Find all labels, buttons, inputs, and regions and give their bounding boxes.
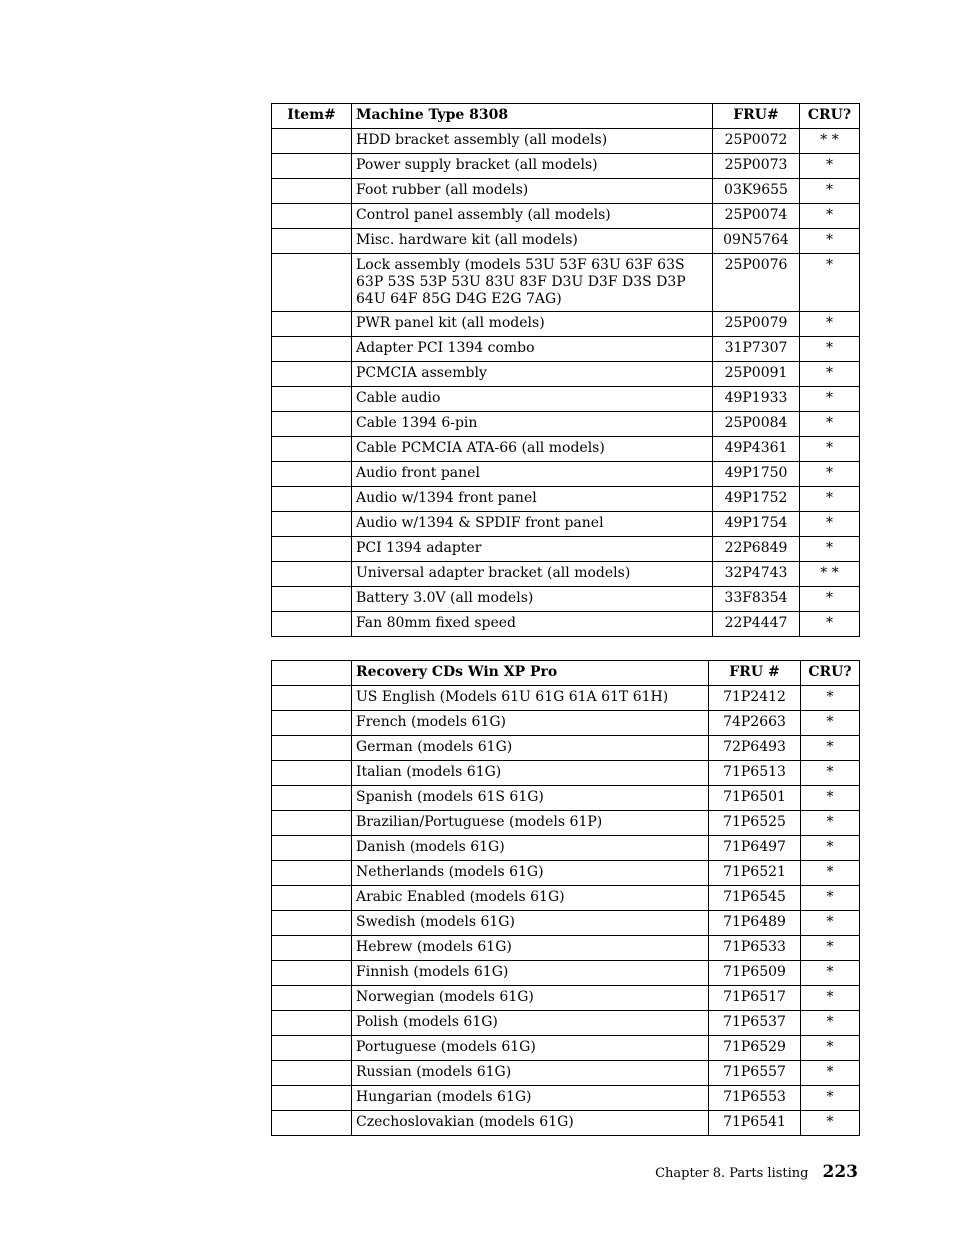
cru-cell: * — [801, 986, 860, 1011]
item-cell — [272, 1011, 352, 1036]
description-cell: Cable 1394 6-pin — [352, 412, 713, 437]
table-row — [272, 179, 860, 204]
cru-cell: * — [800, 179, 860, 204]
item-cell — [272, 462, 352, 487]
description-cell: Adapter PCI 1394 combo — [352, 337, 713, 362]
cru-cell: * — [801, 836, 860, 861]
description-cell: Spanish (models 61S 61G) — [352, 786, 709, 811]
table-row — [272, 587, 860, 612]
cru-cell: * — [801, 1061, 860, 1086]
item-cell — [272, 537, 352, 562]
item-cell — [272, 204, 352, 229]
item-cell — [272, 129, 352, 154]
item-cell — [272, 512, 352, 537]
item-cell — [272, 936, 352, 961]
fru-cell: 71P6557 — [709, 1061, 801, 1086]
item-cell — [272, 154, 352, 179]
item-cell — [272, 487, 352, 512]
description-cell: PCMCIA assembly — [352, 362, 713, 387]
table-row — [272, 462, 860, 487]
cru-cell: * — [801, 761, 860, 786]
table-row — [272, 861, 860, 886]
table-row — [272, 711, 860, 736]
header-item: Item# — [272, 104, 352, 129]
fru-cell: 09N5764 — [713, 229, 800, 254]
fru-cell: 71P6497 — [709, 836, 801, 861]
item-cell — [272, 1111, 352, 1136]
cru-cell: * — [800, 462, 860, 487]
table-row — [272, 312, 860, 337]
header-description: Recovery CDs Win XP Pro — [352, 661, 709, 686]
table-row — [272, 1011, 860, 1036]
table-row — [272, 387, 860, 412]
cru-cell: * — [801, 1111, 860, 1136]
table-row — [272, 512, 860, 537]
cru-cell: * — [801, 961, 860, 986]
fru-cell: 49P1750 — [713, 462, 800, 487]
fru-cell: 71P6541 — [709, 1111, 801, 1136]
cru-cell: * — [800, 337, 860, 362]
item-cell — [272, 362, 352, 387]
description-cell: Hungarian (models 61G) — [352, 1086, 709, 1111]
fru-cell: 22P4447 — [713, 612, 800, 637]
fru-cell: 71P6509 — [709, 961, 801, 986]
table-row — [272, 1036, 860, 1061]
item-cell — [272, 861, 352, 886]
cru-cell: * — [800, 312, 860, 337]
description-cell: Polish (models 61G) — [352, 1011, 709, 1036]
parts-table-machine-type — [271, 103, 860, 637]
table-row — [272, 337, 860, 362]
cru-cell: * * — [800, 562, 860, 587]
item-cell — [272, 736, 352, 761]
cru-cell: * — [800, 487, 860, 512]
fru-cell: 71P6533 — [709, 936, 801, 961]
description-cell: Misc. hardware kit (all models) — [352, 229, 713, 254]
description-cell: Brazilian/Portuguese (models 61P) — [352, 811, 709, 836]
table-row — [272, 811, 860, 836]
description-cell: Battery 3.0V (all models) — [352, 587, 713, 612]
description-cell: Cable PCMCIA ATA-66 (all models) — [352, 437, 713, 462]
fru-cell: 49P1933 — [713, 387, 800, 412]
item-cell — [272, 612, 352, 637]
table-row — [272, 1086, 860, 1111]
fru-cell: 49P1754 — [713, 512, 800, 537]
cru-cell: * — [801, 1036, 860, 1061]
fru-cell: 71P6545 — [709, 886, 801, 911]
page-footer — [655, 1162, 858, 1182]
fru-cell: 25P0084 — [713, 412, 800, 437]
description-cell: Fan 80mm fixed speed — [352, 612, 713, 637]
description-cell: Cable audio — [352, 387, 713, 412]
description-cell: Audio w/1394 front panel — [352, 487, 713, 512]
table-row — [272, 836, 860, 861]
table-header-row — [272, 104, 860, 129]
table-row — [272, 362, 860, 387]
cru-cell: * — [801, 911, 860, 936]
table-row — [272, 154, 860, 179]
chapter-title: Chapter 8. Parts listing — [655, 1166, 809, 1181]
cru-cell: * — [800, 362, 860, 387]
cru-cell: * — [801, 811, 860, 836]
cru-cell: * — [800, 612, 860, 637]
item-cell — [272, 911, 352, 936]
table-row — [272, 254, 860, 312]
item-cell — [272, 711, 352, 736]
fru-cell: 03K9655 — [713, 179, 800, 204]
fru-cell: 71P6501 — [709, 786, 801, 811]
table-row — [272, 1111, 860, 1136]
cru-cell: * — [801, 1011, 860, 1036]
description-cell: French (models 61G) — [352, 711, 709, 736]
table-row — [272, 911, 860, 936]
fru-cell: 31P7307 — [713, 337, 800, 362]
description-cell: HDD bracket assembly (all models) — [352, 129, 713, 154]
cru-cell: * — [801, 936, 860, 961]
description-cell: Arabic Enabled (models 61G) — [352, 886, 709, 911]
item-cell — [272, 254, 352, 312]
fru-cell: 71P6489 — [709, 911, 801, 936]
table-row — [272, 412, 860, 437]
item-cell — [272, 229, 352, 254]
description-cell: Audio front panel — [352, 462, 713, 487]
header-fru: FRU # — [709, 661, 801, 686]
fru-cell: 25P0091 — [713, 362, 800, 387]
item-cell — [272, 412, 352, 437]
item-cell — [272, 337, 352, 362]
cru-cell: * — [801, 886, 860, 911]
table-row — [272, 936, 860, 961]
fru-cell: 33F8354 — [713, 587, 800, 612]
fru-cell: 25P0072 — [713, 129, 800, 154]
fru-cell: 71P6529 — [709, 1036, 801, 1061]
table-row — [272, 129, 860, 154]
description-cell: Universal adapter bracket (all models) — [352, 562, 713, 587]
description-cell: Norwegian (models 61G) — [352, 986, 709, 1011]
description-cell: Italian (models 61G) — [352, 761, 709, 786]
header-description: Machine Type 8308 — [352, 104, 713, 129]
table-row — [272, 886, 860, 911]
description-cell: PWR panel kit (all models) — [352, 312, 713, 337]
item-cell — [272, 1036, 352, 1061]
fru-cell: 49P1752 — [713, 487, 800, 512]
cru-cell: * — [801, 686, 860, 711]
cru-cell: * — [801, 711, 860, 736]
fru-cell: 74P2663 — [709, 711, 801, 736]
header-cru: CRU? — [800, 104, 860, 129]
page-number: 223 — [822, 1162, 858, 1182]
cru-cell: * — [801, 861, 860, 886]
item-cell — [272, 562, 352, 587]
fru-cell: 71P6517 — [709, 986, 801, 1011]
description-cell: Hebrew (models 61G) — [352, 936, 709, 961]
fru-cell: 22P6849 — [713, 537, 800, 562]
header-fru: FRU# — [713, 104, 800, 129]
fru-cell: 25P0076 — [713, 254, 800, 312]
fru-cell: 25P0079 — [713, 312, 800, 337]
item-cell — [272, 437, 352, 462]
description-cell: Audio w/1394 & SPDIF front panel — [352, 512, 713, 537]
fru-cell: 25P0074 — [713, 204, 800, 229]
item-cell — [272, 312, 352, 337]
table-row — [272, 487, 860, 512]
item-cell — [272, 986, 352, 1011]
cru-cell: * — [801, 736, 860, 761]
description-cell: Lock assembly (models 53U 53F 63U 63F 63S 63P 53S 53P 53U 83U 83F D3U D3F D3S D3P 64U 64F 85G D4G E2G 7AG) — [352, 254, 713, 312]
fru-cell: 72P6493 — [709, 736, 801, 761]
description-cell: Czechoslovakian (models 61G) — [352, 1111, 709, 1136]
cru-cell: * — [800, 437, 860, 462]
fru-cell: 49P4361 — [713, 437, 800, 462]
table-row — [272, 786, 860, 811]
item-cell — [272, 587, 352, 612]
table-row — [272, 986, 860, 1011]
fru-cell: 71P2412 — [709, 686, 801, 711]
fru-cell: 71P6513 — [709, 761, 801, 786]
table-row — [272, 686, 860, 711]
table-row — [272, 736, 860, 761]
item-cell — [272, 179, 352, 204]
table-row — [272, 612, 860, 637]
item-cell — [272, 961, 352, 986]
description-cell: US English (Models 61U 61G 61A 61T 61H) — [352, 686, 709, 711]
table-row — [272, 229, 860, 254]
item-cell — [272, 761, 352, 786]
description-cell: German (models 61G) — [352, 736, 709, 761]
fru-cell: 25P0073 — [713, 154, 800, 179]
fru-cell: 71P6553 — [709, 1086, 801, 1111]
table-row — [272, 961, 860, 986]
table-row — [272, 1061, 860, 1086]
description-cell: Control panel assembly (all models) — [352, 204, 713, 229]
cru-cell: * — [801, 786, 860, 811]
fru-cell: 71P6525 — [709, 811, 801, 836]
table-row — [272, 204, 860, 229]
fru-cell: 71P6521 — [709, 861, 801, 886]
cru-cell: * — [800, 387, 860, 412]
item-cell — [272, 811, 352, 836]
header-item — [272, 661, 352, 686]
table-row — [272, 437, 860, 462]
description-cell: Swedish (models 61G) — [352, 911, 709, 936]
table-row — [272, 537, 860, 562]
description-cell: Portuguese (models 61G) — [352, 1036, 709, 1061]
cru-cell: * — [800, 412, 860, 437]
cru-cell: * * — [800, 129, 860, 154]
cru-cell: * — [800, 512, 860, 537]
description-cell: Russian (models 61G) — [352, 1061, 709, 1086]
table-header-row — [272, 661, 860, 686]
cru-cell: * — [800, 154, 860, 179]
description-cell: Power supply bracket (all models) — [352, 154, 713, 179]
item-cell — [272, 387, 352, 412]
description-cell: Danish (models 61G) — [352, 836, 709, 861]
item-cell — [272, 886, 352, 911]
description-cell: Finnish (models 61G) — [352, 961, 709, 986]
cru-cell: * — [800, 229, 860, 254]
item-cell — [272, 1061, 352, 1086]
header-cru: CRU? — [801, 661, 860, 686]
item-cell — [272, 786, 352, 811]
parts-table-recovery-cds — [271, 660, 860, 1136]
cru-cell: * — [800, 587, 860, 612]
cru-cell: * — [801, 1086, 860, 1111]
table-row — [272, 562, 860, 587]
item-cell — [272, 836, 352, 861]
cru-cell: * — [800, 537, 860, 562]
item-cell — [272, 1086, 352, 1111]
description-cell: Foot rubber (all models) — [352, 179, 713, 204]
cru-cell: * — [800, 204, 860, 229]
fru-cell: 71P6537 — [709, 1011, 801, 1036]
description-cell: PCI 1394 adapter — [352, 537, 713, 562]
table-row — [272, 761, 860, 786]
item-cell — [272, 686, 352, 711]
cru-cell: * — [800, 254, 860, 312]
description-cell: Netherlands (models 61G) — [352, 861, 709, 886]
fru-cell: 32P4743 — [713, 562, 800, 587]
